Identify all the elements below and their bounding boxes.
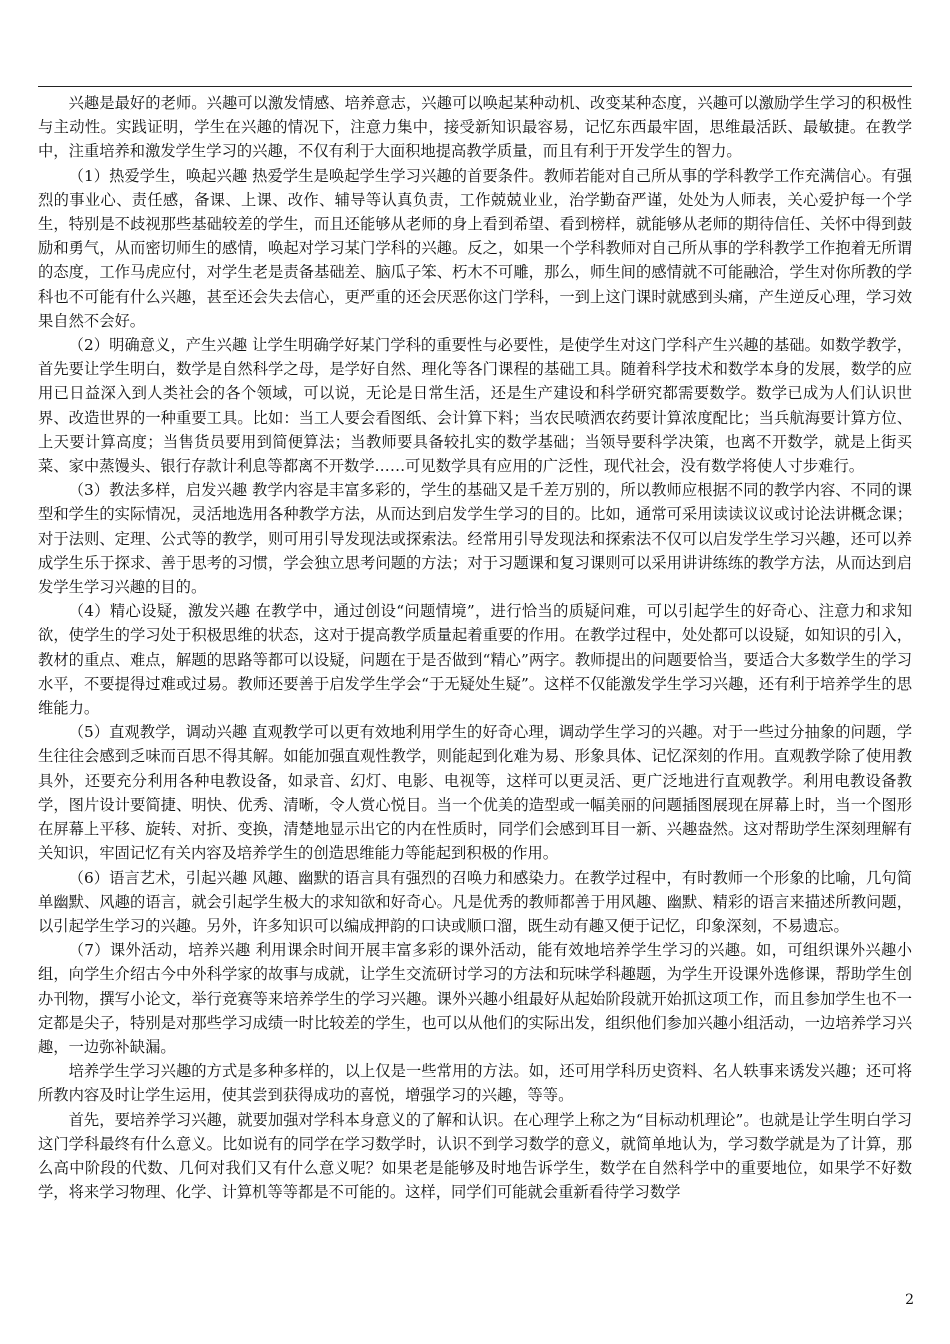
paragraph-intro: 兴趣是最好的老师。兴趣可以激发情感、培养意志，兴趣可以唤起某种动机、改变某种态度，兴趣可以激励学生学习的积极性与主动性。实践证明，学生在兴趣的情况下，注意力集中，接受新知识最容易，记忆东西最牢固，思维最活跃、最敏捷。在教学中，注重培养和激发学生学习的兴趣，不仅有利于大面积地提高教学质量，而且有利于开发学生的智力。 (38, 94, 912, 161)
paragraph-6-language-art: （6）语言艺术，引起兴趣 风趣、幽默的语言具有强烈的召唤力和感染力。在教学过程中，有时教师一个形象的比喻，几句简单幽默、风趣的语言，就会引起学生极大的求知欲和好奇心。凡是优秀的教师都善于用风趣、幽默、精彩的语言来描述所教问题，以引起学生学习的兴趣。另外，许多知识可以编成押韵的口诀或顺口溜，既生动有趣又便于记忆，印象深刻，不易遗忘。 (38, 868, 912, 935)
paragraph-3-varied-methods: （3）教法多样，启发兴趣 教学内容是丰富多彩的，学生的基础又是千差万别的，所以教师应根据不同的教学内容、不同的课型和学生的实际情况，灵活地选用各种教学方法，从而达到启发学生学习的目的。比如，通常可采用读读议议或讨论法讲概念课；对于法则、定理、公式等的教学，则可用引导发现法或探索法。经常用引导发现法和探索法不仅可以启发学生学习兴趣，还可以养成学生乐于探求、善于思考的习惯，学会独立思考问题的方法；对于习题课和复习课则可以采用讲讲练练的教学方法，从而达到启发学生学习兴趣的目的。 (38, 481, 912, 597)
header-rule (38, 86, 912, 87)
paragraph-1-love-students: （1）热爱学生，唤起兴趣 热爱学生是唤起学生学习兴趣的首要条件。教师若能对自己所从事的学科教学工作充满信心。有强烈的事业心、责任感，备课、上课、改作、辅导等认真负责，工作兢兢业业，治学勤奋严谨，处处为人师表，关心爱护每一个学生，特别是不歧视那些基础较差的学生，而且还能够从老师的身上看到希望、看到榜样，就能够从老师的期待信任、关怀中得到鼓励和勇气，从而密切师生的感情，唤起对学习某门学科的兴趣。反之，如果一个学科教师对自己所从事的学科教学工作抱着无所谓的态度，工作马虎应付，对学生老是责备基础差、脑瓜子笨、朽木不可雕，那么，师生间的感情就不可能融洽，学生对你所教的学科也不可能有什么兴趣，甚至还会失去信心，更严重的还会厌恶你这门学科，一到上这门课时就感到头痛，产生逆反心理，学习效果自然不会好。 (38, 166, 912, 330)
paragraph-4-careful-questions: （4）精心设疑，激发兴趣 在教学中，通过创设“问题情境”，进行恰当的质疑问难，可以引起学生的好奇心、注意力和求知欲，使学生的学习处于积极思维的状态，这对于提高教学质量起着重要的作用。在教学过程中，处处都可以设疑，如知识的引入，教材的重点、难点，解题的思路等都可以设疑，问题在于是否做到“精心”两字。教师提出的问题要恰当，要适合大多数学生的学习水平，不要提得过难或过易。教师还要善于启发学生学会“于无疑处生疑”。这样不仅能激发学生学习兴趣，还有利于培养学生的思维能力。 (38, 602, 912, 718)
paragraph-7-extracurricular: （7）课外活动，培养兴趣 利用课余时间开展丰富多彩的课外活动，能有效地培养学生学习的兴趣。如，可组织课外兴趣小组，向学生介绍古今中外科学家的故事与成就，让学生交流研讨学习的方法和玩味学科趣题，为学生开设课外选修课，帮助学生创办刊物，撰写小论文，举行竞赛等来培养学生的学习兴趣。课外兴趣小组最好从起始阶段就开始抓这项工作，而且参加学生也不一定都是尖子，特别是对那些学习成绩一时比较差的学生，也可以从他们的实际出发，组织他们参加兴趣小组活动，一边培养学习兴趣，一边弥补缺漏。 (38, 941, 912, 1056)
paragraph-first-point: 首先，要培养学习兴趣，就要加强对学科本身意义的了解和认识。在心理学上称之为“目标动机理论”。也就是让学生明白学习这门学科最终有什么意义。比如说有的同学在学习数学时，认识不到学习数学的意义，就简单地认为，学习数学就是为了计算，那么高中阶段的代数、几何对我们又有什么意义呢？如果老是能够及时地告诉学生，数学在自然科学中的重要地位，如果学不好数学，将来学习物理、化学、计算机等等都是不可能的。这样，同学们可能就会重新看待学习数学 (38, 1110, 912, 1202)
paragraph-summary: 培养学生学习兴趣的方式是多种多样的，以上仅是一些常用的方法。如，还可用学科历史资料、名人轶事来诱发兴趣；还可将所教内容及时让学生运用，使其尝到获得成功的喜悦，增强学习的兴趣，等等。 (38, 1062, 912, 1105)
body-text (38, 91, 912, 1204)
paragraph-5-visual-teaching: （5）直观教学，调动兴趣 直观教学可以更有效地利用学生的好奇心理，调动学生学习的兴趣。对于一些过分抽象的问题，学生往往会感到乏味而百思不得其解。如能加强直观性教学，则能起到化难为易、形象具体、记忆深刻的作用。直观教学除了使用教具外，还要充分利用各种电教设备，如录音、幻灯、电影、电视等，这样可以更灵活、更广泛地进行直观教学。利用电教设备教学，图片设计要简捷、明快、优秀、清晰，令人赏心悦目。当一个优美的造型或一幅美丽的问题插图展现在屏幕上时，当一个图形在屏幕上平移、旋转、对折、变换，清楚地显示出它的内在性质时，同学们会感到耳目一新、兴趣盎然。这对帮助学生深刻理解有关知识，牢固记忆有关内容及培养学生的创造思维能力等能起到积极的作用。 (38, 723, 912, 863)
paragraph-2-clarify-meaning: （2）明确意义，产生兴趣 让学生明确学好某门学科的重要性与必要性，是使学生对这门学科产生兴趣的基础。如数学教学，首先要让学生明白，数学是自然科学之母，是学好自然、理化等各门课程的基础工具。随着科学技术和数学本身的发展，数学的应用已日益深入到人类社会的各个领域，可以说，无论是日常生活，还是生产建设和科学研究都需要数学。数学已成为人们认识世界、改造世界的一种重要工具。比如：当工人要会看图纸、会计算下料；当农民喷洒农药要计算浓度配比；当兵航海要计算方位、上天要计算高度；当售货员要用到简便算法；当教师要具备较扎实的数学基础；当领导要科学决策，也离不开数学，就是上街买菜、家中蒸馒头、银行存款计利息等都离不开数学……可见数学具有应用的广泛性，现代社会，没有数学将使人寸步难行。 (38, 336, 912, 476)
page-number: 2 (905, 1292, 914, 1308)
